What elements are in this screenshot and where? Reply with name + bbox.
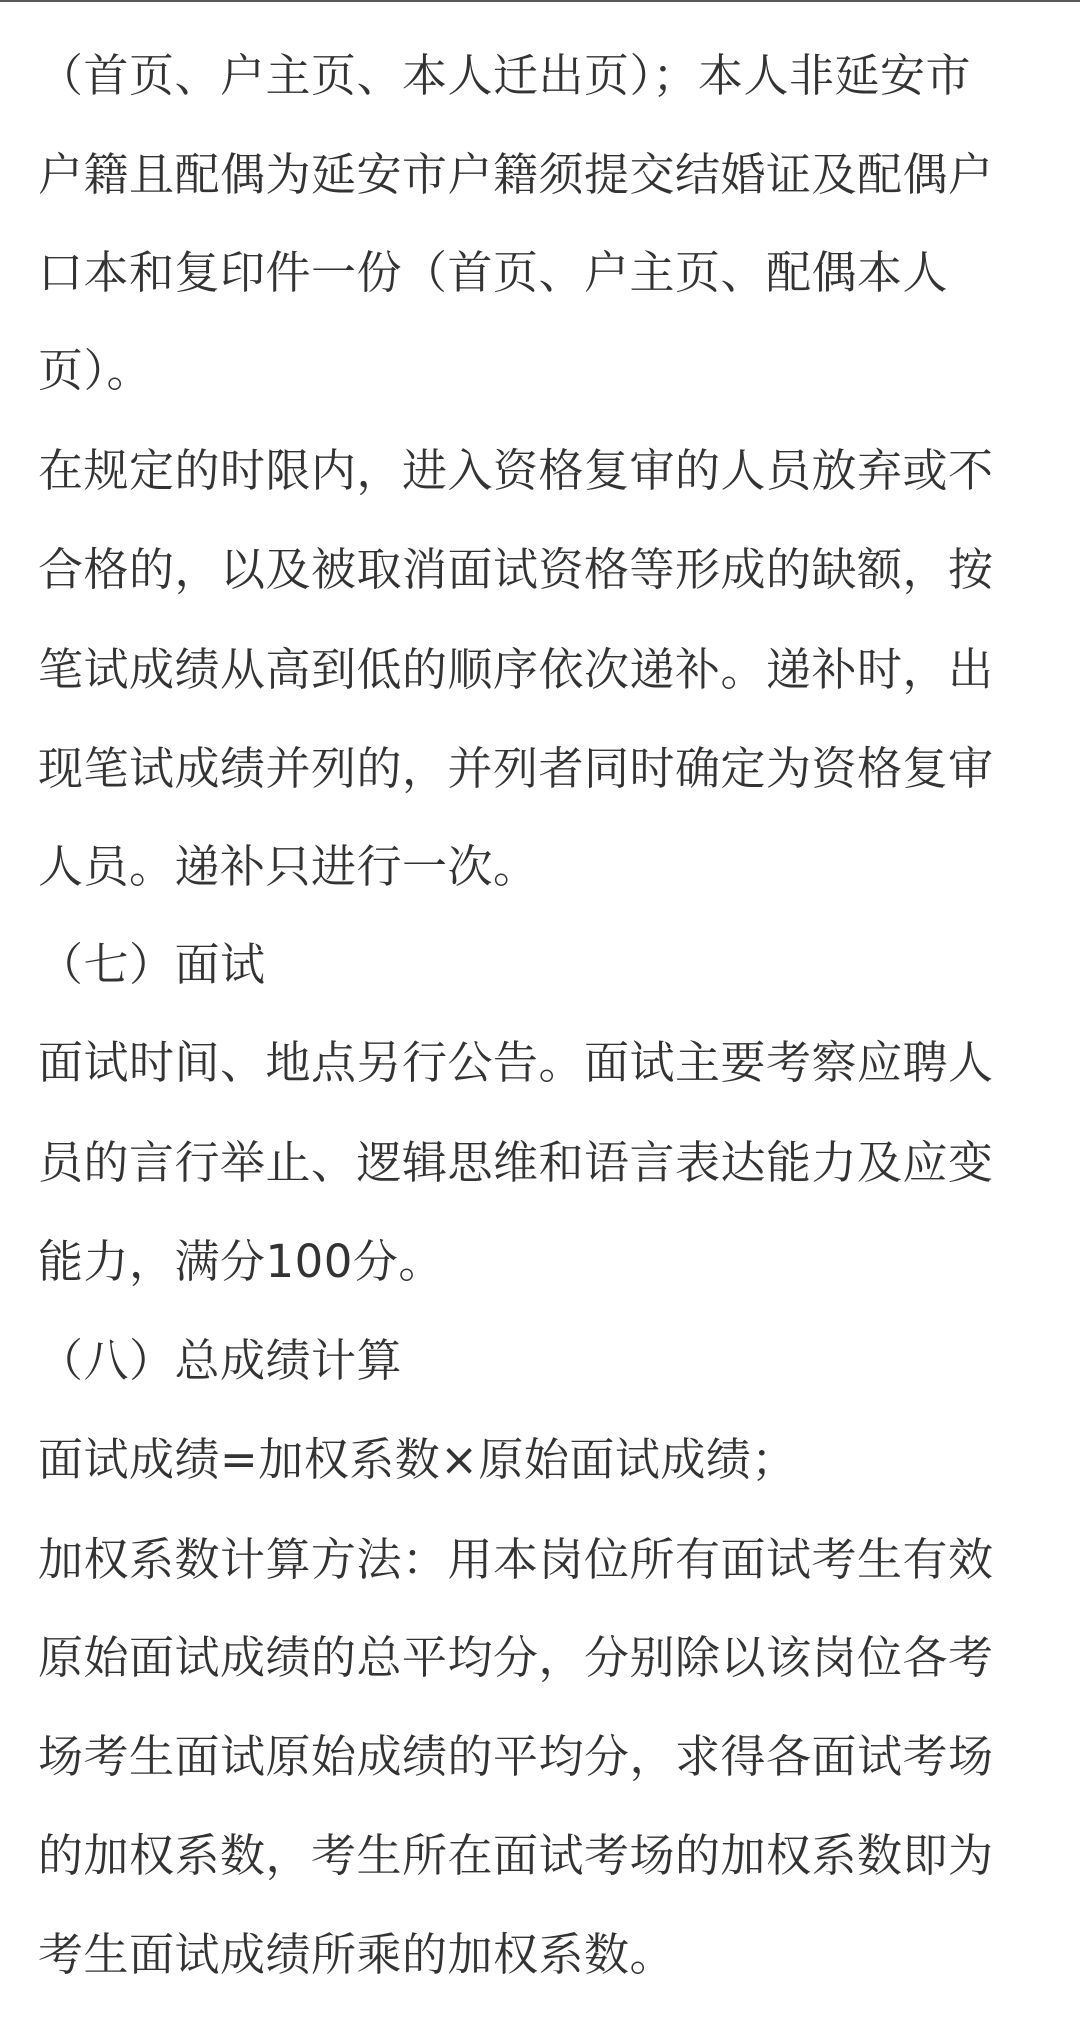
paragraph-line: 面试成绩=加权系数×原始面试成绩； (38, 1433, 797, 1486)
paragraph-line: 加权系数计算方法：用本岗位所有面试考生有效 (38, 1533, 994, 1586)
paragraph-line: 能力，满分100分。 (38, 1235, 444, 1288)
paragraph-line: 场考生面试原始成绩的平均分，求得各面试考场 (38, 1730, 994, 1783)
paragraph-line: 的加权系数，考生所在面试考场的加权系数即为 (38, 1829, 994, 1882)
paragraph-line: 员的言行举止、逻辑思维和语言表达能力及应变 (38, 1136, 994, 1189)
paragraph-line: （首页、户主页、本人迁出页）；本人非延安市 (38, 49, 972, 102)
paragraph-line: 页）。 (38, 344, 153, 397)
section-heading: （八）总成绩计算 (38, 1334, 403, 1387)
paragraph-line: 面试时间、地点另行公告。面试主要考察应聘人 (38, 1036, 994, 1089)
paragraph-line: 现笔试成绩并列的，并列者同时确定为资格复审 (38, 742, 994, 795)
paragraph-line: 户籍且配偶为延安市户籍须提交结婚证及配偶户 (38, 148, 994, 201)
section-heading: （七）面试 (38, 938, 266, 991)
paragraph-line: 口本和复印件一份（首页、户主页、配偶本人 (38, 246, 949, 299)
paragraph-line: 人员。递补只进行一次。 (38, 840, 539, 893)
paragraph-line: 原始面试成绩的总平均分，分别除以该岗位各考 (38, 1631, 994, 1684)
top-divider (0, 0, 1080, 2)
paragraph-line: 笔试成绩从高到低的顺序依次递补。递补时，出 (38, 643, 994, 696)
paragraph-line: 合格的，以及被取消面试资格等形成的缺额，按 (38, 543, 994, 596)
paragraph-line: 考生面试成绩所乘的加权系数。 (38, 1928, 676, 1981)
paragraph-line: 在规定的时限内，进入资格复审的人员放弃或不 (38, 444, 994, 497)
